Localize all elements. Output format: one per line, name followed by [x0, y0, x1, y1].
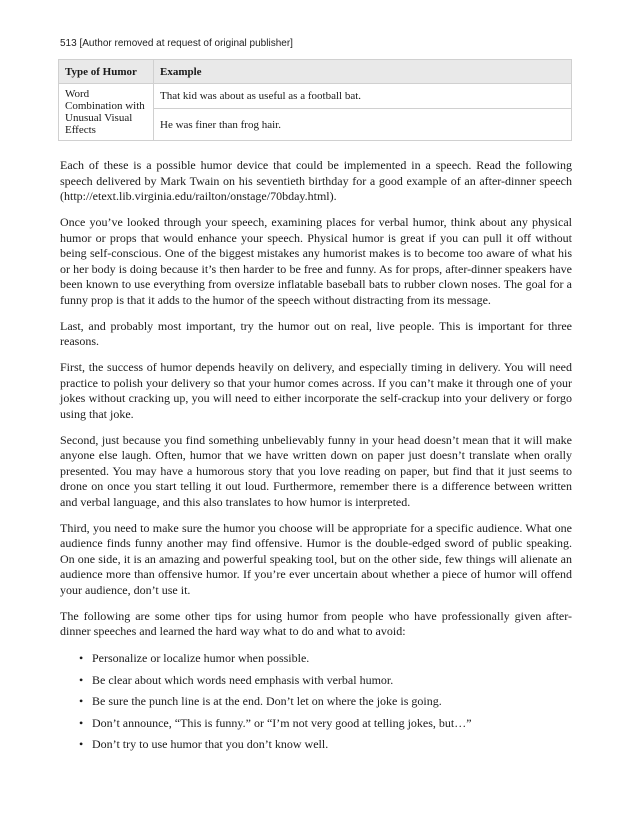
paragraph: Each of these is a possible humor device that could be implemented in a speech. Read the following speech delivered by Mark Twain on his seventieth birthday for a good example of an after-dinner speech (http://etext.lib.virginia.edu/railton/onstage/70bday.html).	[60, 158, 572, 203]
paragraph: Once you’ve looked through your speech, examining places for verbal humor, think about any physical humor or props that would enhance your speech. Physical humor is great if you can pull it off without being self-conscious. One of the biggest mistakes any humorist makes is to become too aware of what his or her body is doing because it’s then harder to be free and funny. As for props, after-dinner speakers have been known to use everything from oversize inflatable baseball bats to rubber clown noses. The goal for a funny prop is that it adds to the humor of the speech without distracting from its message.	[60, 215, 572, 307]
example-cell: That kid was about as useful as a football bat.	[154, 84, 572, 109]
table-row	[59, 84, 572, 109]
tips-list	[60, 650, 572, 752]
list-item	[79, 672, 572, 688]
list-item-text: Personalize or localize humor when possible.	[92, 651, 310, 665]
column-header-type: Type of Humor	[59, 60, 154, 84]
list-item	[79, 715, 572, 731]
page-number: 513	[60, 38, 77, 49]
list-item-text: Don’t announce, “This is funny.” or “I’m not very good at telling jokes, but…”	[92, 715, 472, 730]
paragraph: Second, just because you find something unbelievably funny in your head doesn’t mean that it will make anyone else laugh. Often, humor that we have written down on paper just doesn’t translate when orally presented. You may have a humorous story that you love reading on paper, but find that it just seems to drone on once you start telling it out loud. Furthermore, remember there is a difference between written and verbal language, and this also translates to how humor is interpreted.	[60, 432, 572, 509]
list-item-text: Don’t try to use humor that you don’t know well.	[92, 737, 329, 751]
column-header-example: Example	[154, 60, 572, 84]
body-text	[60, 158, 572, 758]
example-cell: He was finer than frog hair.	[154, 109, 572, 141]
paragraph: The following are some other tips for using humor from people who have professionally given after-dinner speeches and learned the hard way what to do and what to avoid:	[60, 608, 572, 638]
list-item-text: Be sure the punch line is at the end. Don’t let on where the joke is going.	[92, 694, 442, 708]
running-header	[60, 38, 293, 49]
humor-type-cell: Word Combination with Unusual Visual Effects	[59, 84, 154, 141]
paragraph: First, the success of humor depends heavily on delivery, and especially timing in delivery. You will need practice to polish your delivery so that your humor comes across. If you can’t make it through one of your jokes without cracking up, you will need to either incorporate the self-crackup into your delivery or forgo using that joke.	[60, 360, 572, 421]
bullet: •	[79, 737, 84, 751]
table-header-row	[59, 60, 572, 84]
bullet: •	[79, 694, 84, 708]
running-title: [Author removed at request of original publisher]	[79, 38, 293, 49]
list-item	[79, 693, 572, 709]
list-item	[79, 650, 572, 666]
bullet: •	[79, 715, 84, 730]
paragraph: Last, and probably most important, try the humor out on real, live people. This is important for three reasons.	[60, 318, 572, 348]
humor-type-table	[58, 59, 572, 141]
list-item-text: Be clear about which words need emphasis with verbal humor.	[92, 672, 394, 687]
paragraph: Third, you need to make sure the humor you choose will be appropriate for a specific audience. What one audience finds funny another may find offensive. Humor is the double-edged sword of public speaking. On one side, it is an amazing and powerful speaking tool, but on the other side, few things will alienate an audience more than offensive humor. If you’re ever uncertain about whether a piece of humor will offend your audience, don’t use it.	[60, 520, 572, 597]
bullet: •	[79, 651, 84, 665]
bullet: •	[79, 672, 84, 687]
list-item	[79, 736, 572, 752]
